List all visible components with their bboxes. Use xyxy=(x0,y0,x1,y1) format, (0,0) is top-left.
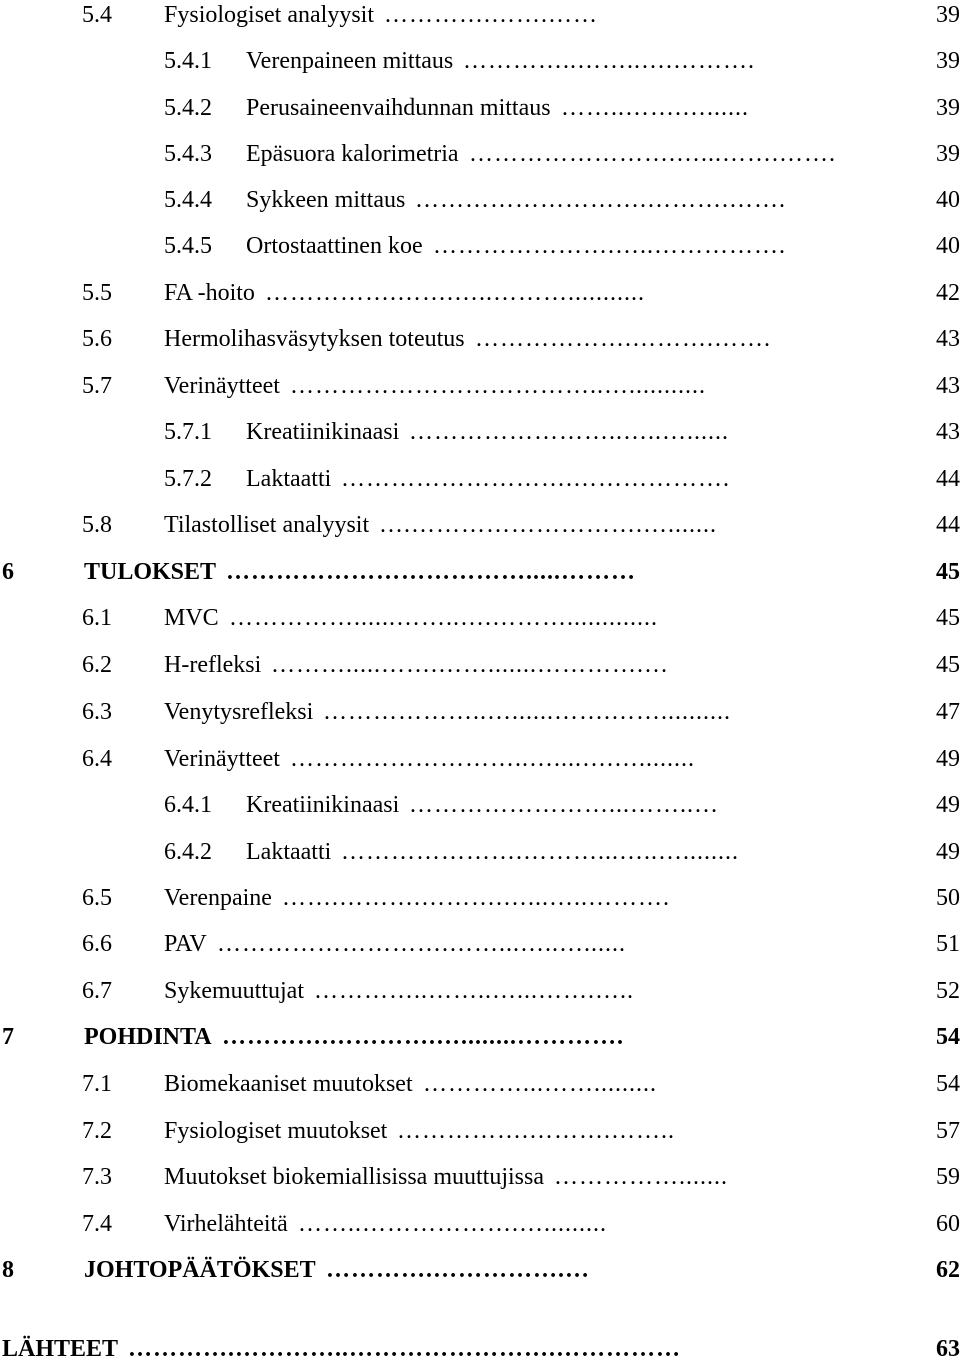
toc-entry-page: 51 xyxy=(936,931,960,957)
toc-entry[interactable] xyxy=(0,697,960,727)
toc-entry-leader: ………….………….…........…………. xyxy=(222,1024,624,1050)
toc-entry[interactable] xyxy=(0,93,960,123)
toc-entry[interactable] xyxy=(0,1116,960,1146)
toc-entry-title: TULOKSET xyxy=(84,559,220,585)
toc-entry-page: 47 xyxy=(936,699,960,725)
toc-entry-number: 5.7.1 xyxy=(164,419,212,445)
toc-entry-title: Biomekaaniset muutokset xyxy=(164,1071,417,1097)
toc-entry-leader: ………………….…..……………. xyxy=(433,233,786,259)
toc-entry-leader: ……….....…….…….......………….… xyxy=(271,652,669,678)
toc-entry-number: 5.4.5 xyxy=(164,233,212,259)
toc-entry-title: Verenpaineen mittaus xyxy=(246,48,457,74)
toc-entry[interactable] xyxy=(0,557,960,587)
toc-entry-leader: ………………………..…....….…........ xyxy=(290,746,695,772)
toc-entry-page: 40 xyxy=(936,233,960,259)
toc-entry[interactable] xyxy=(0,1022,960,1052)
toc-entry-number: 6.3 xyxy=(82,699,112,725)
toc-entry-leader: ……………………..…..…...... xyxy=(409,419,729,445)
toc-entry-page: 44 xyxy=(936,512,960,538)
toc-entry-title: Ortostaattinen koe xyxy=(246,233,427,259)
toc-entry-page: 39 xyxy=(936,95,960,121)
toc-entry-page: 43 xyxy=(936,326,960,352)
toc-entry-leader: ………….…………….… xyxy=(326,1257,590,1283)
toc-entry-page: 39 xyxy=(936,2,960,28)
toc-entry-number: 6.2 xyxy=(82,652,112,678)
toc-entry-leader: ………….…….…… xyxy=(384,2,598,28)
toc-entry[interactable] xyxy=(0,1255,960,1285)
toc-entry-number: 5.4.4 xyxy=(164,187,212,213)
toc-entry-page: 49 xyxy=(936,792,960,818)
toc-entry-leader: …………….…….…..………........... xyxy=(265,280,645,306)
toc-entry-leader: …………..……..….………. xyxy=(463,48,755,74)
toc-entry-number: 7.3 xyxy=(82,1164,112,1190)
toc-entry-page: 39 xyxy=(936,48,960,74)
toc-entry-title: Verenpaine xyxy=(164,885,276,911)
toc-entry[interactable] xyxy=(0,417,960,447)
toc-entry[interactable] xyxy=(0,790,960,820)
toc-entry-page: 43 xyxy=(936,419,960,445)
toc-entry[interactable] xyxy=(0,324,960,354)
toc-entry-leader: …………..……..…...…….….. xyxy=(314,978,634,1004)
toc-entry[interactable] xyxy=(0,929,960,959)
toc-entry-page: 49 xyxy=(936,839,960,865)
toc-entry-leader: …………….……….…….. xyxy=(397,1118,675,1144)
toc-entry[interactable] xyxy=(0,883,960,913)
toc-entry-number: 7 xyxy=(2,1024,14,1050)
toc-entry-title: Muutokset biokemiallisissa muuttujissa xyxy=(164,1164,548,1190)
toc-entry-title: Venytysrefleksi xyxy=(164,699,317,725)
toc-entry-title: Virhelähteitä xyxy=(164,1211,292,1237)
toc-entry-title: Epäsuora kalorimetria xyxy=(246,141,463,167)
toc-entry-title: Kreatiinikinaasi xyxy=(246,419,403,445)
toc-entry-leader: ………………………………..…........... xyxy=(290,373,706,399)
toc-entry-page: 62 xyxy=(936,1257,960,1283)
toc-entry-number: 6.6 xyxy=(82,931,112,957)
toc-entry-leader: ………………….………...…..…........ xyxy=(341,839,739,865)
toc-entry-title: Kreatiinikinaasi xyxy=(246,792,403,818)
toc-entry-number: 6 xyxy=(2,559,14,585)
toc-entry-page: 45 xyxy=(936,559,960,585)
toc-entry-number: 5.4 xyxy=(82,2,112,28)
toc-entry-title: Fysiologiset muutokset xyxy=(164,1118,391,1144)
toc-entry-number: 7.4 xyxy=(82,1211,112,1237)
toc-entry-leader: ……………......……..….………............. xyxy=(229,605,658,631)
toc-entry-title: FA -hoito xyxy=(164,280,259,306)
toc-entry-number: 8 xyxy=(2,1257,14,1283)
toc-entry-number: 6.4.1 xyxy=(164,792,212,818)
toc-entry-page: 43 xyxy=(936,373,960,399)
toc-entry-title: JOHTOPÄÄTÖKSET xyxy=(84,1257,320,1283)
toc-entry[interactable] xyxy=(0,1209,960,1239)
toc-entry-leader: ……..……………….…......... xyxy=(298,1211,607,1237)
toc-entry[interactable] xyxy=(0,278,960,308)
toc-entry-page: 49 xyxy=(936,746,960,772)
toc-entry-number: 5.4.1 xyxy=(164,48,212,74)
toc-entry[interactable] xyxy=(0,603,960,633)
toc-entry-page: 45 xyxy=(936,605,960,631)
toc-entry-title: Perusaineenvaihdunnan mittaus xyxy=(246,95,555,121)
toc-entry[interactable] xyxy=(0,0,960,30)
toc-entry-title: H-refleksi xyxy=(164,652,265,678)
toc-entry-page: 59 xyxy=(936,1164,960,1190)
toc-entry-page: 57 xyxy=(936,1118,960,1144)
toc-entry-page: 44 xyxy=(936,466,960,492)
toc-entry-page: 42 xyxy=(936,280,960,306)
toc-entry-leader: ……………………...……..… xyxy=(409,792,719,818)
toc-entry-leader: ……..…….…...... xyxy=(561,95,749,121)
toc-entry-title: Sykkeen mittaus xyxy=(246,187,409,213)
toc-entry-page: 52 xyxy=(936,978,960,1004)
toc-entry[interactable] xyxy=(0,139,960,169)
toc-entry-leader: ……………....... xyxy=(554,1164,728,1190)
toc-entry-page: 39 xyxy=(936,141,960,167)
toc-entry-number: 7.2 xyxy=(82,1118,112,1144)
toc-entry[interactable] xyxy=(0,650,960,680)
toc-entry-title: Verinäytteet xyxy=(164,746,284,772)
toc-entry[interactable] xyxy=(0,185,960,215)
toc-entry-title: Laktaatti xyxy=(246,839,335,865)
toc-entry-number: 7.1 xyxy=(82,1071,112,1097)
toc-entry[interactable] xyxy=(0,46,960,76)
toc-entry-page: 63 xyxy=(936,1336,960,1362)
toc-entry-number: 5.5 xyxy=(82,280,112,306)
toc-entry[interactable] xyxy=(0,231,960,261)
toc-entry-leader: ….……………………….…....... xyxy=(379,512,717,538)
toc-entry-leader: ……………………….……….……. xyxy=(415,187,786,213)
toc-entry-page: 54 xyxy=(936,1024,960,1050)
toc-entry-number: 5.6 xyxy=(82,326,112,352)
toc-entry-leader: ………….…………..…………………….…………… xyxy=(128,1336,681,1362)
toc-entry-number: 6.7 xyxy=(82,978,112,1004)
toc-entry-number: 5.7.2 xyxy=(164,466,212,492)
toc-entry-leader: …………………….…...…….……. xyxy=(469,141,836,167)
toc-entry-title: Tilastolliset analyysit xyxy=(164,512,373,538)
toc-entry[interactable] xyxy=(0,1334,960,1364)
toc-entry-page: 60 xyxy=(936,1211,960,1237)
toc-entry-page: 40 xyxy=(936,187,960,213)
toc-entry-leader: …………...……......... xyxy=(423,1071,657,1097)
toc-entry-number: 5.4.3 xyxy=(164,141,212,167)
toc-entry-title: Sykemuuttujat xyxy=(164,978,308,1004)
toc-entry-title: Laktaatti xyxy=(246,466,335,492)
toc-entry-number: 6.1 xyxy=(82,605,112,631)
toc-entry-page: 54 xyxy=(936,1071,960,1097)
toc-entry-title: Fysiologiset analyysit xyxy=(164,2,378,28)
toc-entry-title: POHDINTA xyxy=(84,1024,216,1050)
toc-entry-page: 50 xyxy=(936,885,960,911)
toc-entry[interactable] xyxy=(0,1162,960,1192)
toc-entry-number: 6.4 xyxy=(82,746,112,772)
toc-entry-leader: ………………..…......…….…….......... xyxy=(323,699,731,725)
toc-entry[interactable] xyxy=(0,510,960,540)
toc-entry-number: 6.5 xyxy=(82,885,112,911)
toc-entry-leader: ……………………….………………. xyxy=(341,466,730,492)
toc-entry[interactable] xyxy=(0,837,960,867)
toc-entry-page: 45 xyxy=(936,652,960,678)
toc-entry[interactable] xyxy=(0,744,960,774)
toc-entry-leader: ……………………………….....……… xyxy=(226,559,636,585)
toc-entry-title: MVC xyxy=(164,605,223,631)
toc-entry-title: Hermolihasväsytyksen toteutus xyxy=(164,326,469,352)
toc-entry[interactable] xyxy=(0,464,960,494)
toc-entry-number: 5.4.2 xyxy=(164,95,212,121)
toc-entry-leader: ……………………….……...…..…...... xyxy=(217,931,626,957)
toc-entry[interactable] xyxy=(0,976,960,1006)
toc-entry[interactable] xyxy=(0,371,960,401)
toc-entry-title: Verinäytteet xyxy=(164,373,284,399)
toc-entry-number: 5.8 xyxy=(82,512,112,538)
toc-entry-leader: ……………….……….……. xyxy=(475,326,771,352)
toc-entry[interactable] xyxy=(0,1069,960,1099)
toc-entry-title: LÄHTEET xyxy=(2,1336,122,1362)
toc-entry-title: PAV xyxy=(164,931,211,957)
toc-entry-leader: …….……….……….…...…..………. xyxy=(282,885,670,911)
toc-entry-number: 6.4.2 xyxy=(164,839,212,865)
toc-entry-number: 5.7 xyxy=(82,373,112,399)
